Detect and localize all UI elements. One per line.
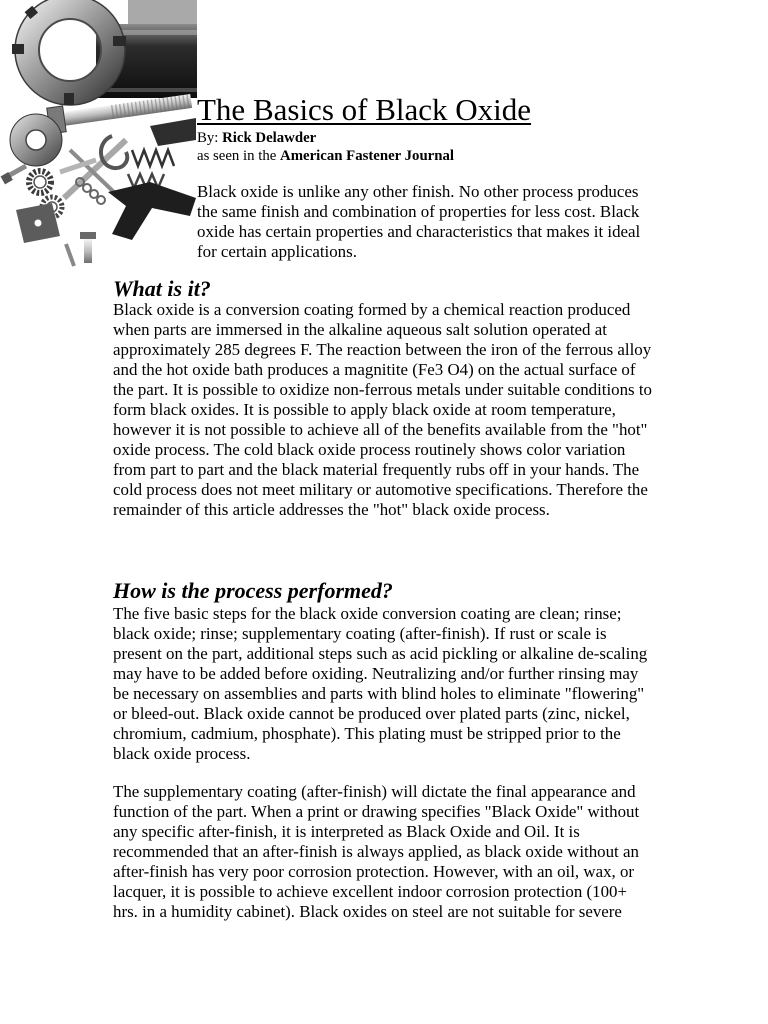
fasteners-photo [0, 0, 197, 272]
intro-line: Black oxide is unlike any other finish. No other process produces [197, 182, 639, 201]
intro-line: for certain applications. [197, 242, 357, 261]
byline [197, 129, 316, 147]
body-line: from part to part and the black material frequently rubs off in your hands. The [113, 460, 640, 479]
gray-plate [128, 0, 197, 28]
body-line: hrs. in a humidity cabinet). Black oxides on steel are not suitable for severe [113, 902, 622, 921]
flat-washer [10, 114, 62, 166]
body-line: The five basic steps for the black oxide conversion coating are clean; rinse; [113, 604, 622, 623]
article-title: The Basics of Black Oxide [197, 92, 532, 127]
body-line: chromium, cadmium, phosphate). This plating must be stripped prior to the [113, 724, 621, 743]
body-line: cold process does not meet military or automotive specifications. Therefore the [113, 480, 648, 499]
body-line: Black oxide is a conversion coating formed by a chemical reaction produced [113, 300, 631, 319]
body-line: be necessary on assemblies and parts with blind holes to eliminate "flowering" [113, 684, 645, 703]
body-line: recommended that an after-finish is always applied, as black oxide without an [113, 842, 639, 861]
body-paragraph [113, 604, 647, 764]
author-name: Rick Delawder [222, 130, 317, 146]
section-heading: What is it? [113, 276, 211, 301]
publication-name: American Fastener Journal [280, 148, 454, 164]
body-line: approximately 285 degrees F. The reaction between the iron of the ferrous alloy [113, 340, 652, 359]
body-line: black oxide process. [113, 744, 251, 763]
body-line: black oxide; rinse; supplementary coating (after-finish). If rust or scale is [113, 624, 607, 643]
flat-bracket [16, 203, 60, 243]
body-line: The supplementary coating (after-finish) will dictate the final appearance and [113, 782, 636, 801]
body-paragraph [113, 300, 652, 520]
intro-paragraph [197, 182, 640, 262]
body-paragraph [113, 782, 639, 922]
intro-line: oxide has certain properties and characteristics that makes it ideal [197, 222, 641, 241]
section-heading: How is the process performed? [113, 578, 393, 603]
source-line [197, 147, 454, 165]
body-line: may have to be added before oxiding. Neutralizing and/or further rinsing may [113, 664, 639, 683]
body-line: however it is not possible to achieve all of the benefits available from the "hot" [113, 420, 648, 439]
body-line: remainder of this article addresses the "hot" black oxide process. [113, 500, 550, 519]
body-line: oxide process. The cold black oxide process routinely shows color variation [113, 440, 626, 459]
body-line: when parts are immersed in the alkaline aqueous salt solution operated at [113, 320, 607, 339]
body-line: or bleed-out. Black oxide cannot be produced over plated parts (zinc, nickel, [113, 704, 630, 723]
body-line: function of the part. When a print or drawing specifies "Black Oxide" without [113, 802, 640, 821]
body-line: lacquer, it is possible to achieve excellent indoor corrosion protection (100+ [113, 882, 628, 901]
body-line: form black oxides. It is possible to apply black oxide at room temperature, [113, 400, 616, 419]
body-line: present on the part, additional steps such as acid pickling or alkaline de-scaling [113, 644, 648, 663]
body-line: and the hot oxide bath produces a magnitite (Fe3 O4) on the actual surface of [113, 360, 636, 379]
intro-line: the same finish and combination of properties for less cost. Black [197, 202, 640, 221]
source-label: as seen in the [197, 148, 277, 164]
byline-label: By: [197, 130, 219, 146]
body-line: any specific after-finish, it is interpreted as Black Oxide and Oil. It is [113, 822, 580, 841]
body-line: the part. It is possible to oxidize non-ferrous metals under suitable conditions to [113, 380, 652, 399]
body-line: after-finish has very poor corrosion protection. However, with an oil, wax, or [113, 862, 635, 881]
